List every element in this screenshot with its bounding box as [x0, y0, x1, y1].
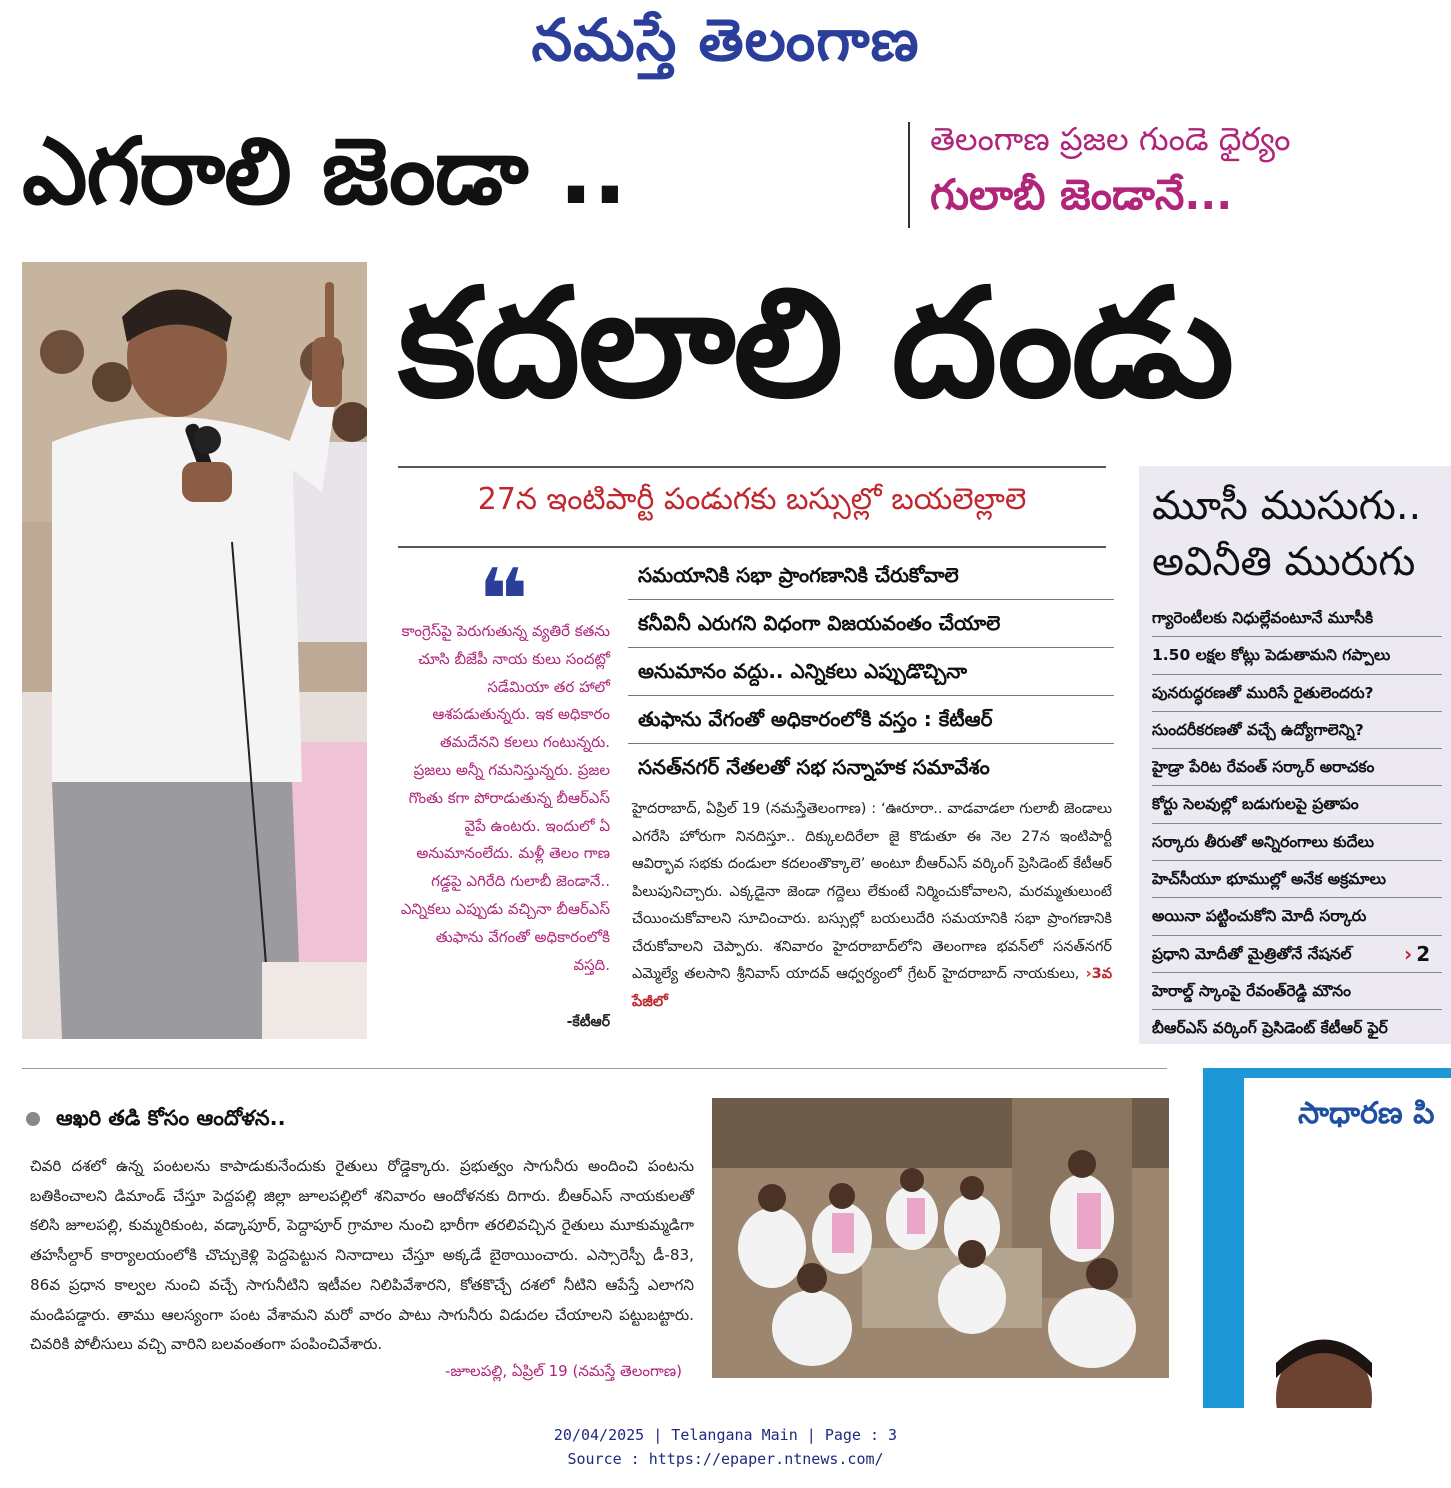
sidebar-title-line2: అవినీతి మురుగు — [1152, 539, 1416, 585]
pull-quote: కాంగ్రెస్‌పై పెరుగుతున్న వ్యతిరే కతను చూసి బీజేపీ నాయ కులు సందట్లో సడేమియా తర హాలో ఆశపడుతున్నరు. ఇక అధికారం తమదేనని కలలు గంటున్నరు. ప్రజలు అన్నీ గమనిస్తున్నరు. ప్రజల గొంతు కగా పోరాడుతున్న బీఆర్‌ఎస్‌ వైపే ఉంటరు. ఇందులో ఏ అనుమానంలేదు. మళ్లీ తెలం గాణ గడ్డపై ఎగిరేది గులాబీ జెండానే.. ఎన్నికలు ఎప్పుడు వచ్చినా బీఆర్‌ఎస్‌ తుఫాను వేగంతో అధికారంలోకి వస్తది. — [400, 622, 610, 974]
chevron-right-icon: › — [1404, 942, 1413, 966]
sidebar-item: గ్యారెంటీలకు నిధుల్లేవంటూనే మూసీకి — [1152, 600, 1442, 637]
highlight-item: అనుమానం వద్దు.. ఎన్నికలు ఎప్పుడొచ్చినా — [628, 648, 1114, 696]
sidebar-item: హైడ్రా పేరిట రేవంత్‌ సర్కార్‌ అరాచకం — [1152, 749, 1442, 786]
section-divider — [22, 1068, 1167, 1069]
sidebar-item: హెరాల్డ్‌ స్కాంపై రేవంత్‌రెడ్డి మౌనం — [1152, 973, 1442, 1010]
farmers-protest-illustration — [712, 1098, 1169, 1378]
highlights-list — [628, 552, 1114, 791]
quote-attribution: -కేటీఆర్‌ — [566, 1014, 610, 1030]
story2-body: చివరి దశలో ఉన్న పంటలను కాపాడుకునేందుకు రైతులు రోడ్డెక్కారు. ప్రభుత్వం సాగునీరు అందించి పంటను బతికించాలని డిమాండ్‌ చేస్తూ పెద్దపల్లి జిల్లా జూలపల్లిలో శనివారం ఆందోళనకు దిగారు. బీఆర్‌ఎస్‌ నాయకులతో కలిసి జూలపల్లి, కుమ్మరికుంట, వడ్కాపూర్‌, పెద్దాపూర్‌ గ్రామాల నుంచి భారీగా తరలివచ్చిన రైతులు మూకుమ్మడిగా తహసీల్దార్‌ కార్యాలయంలోకి చొచ్చుకెళ్లి పెద్దపెట్టున నినాదాలు చేస్తూ అక్కడే బైఠాయించారు. ఎస్సారెస్పీ డీ-83, 86వ ప్రధాన కాల్వల నుంచి వచ్చే సాగునీటిని ఇటీవల నిలిపివేశారని, కోతకొచ్చే దశలో నీటిని ఆపేస్తే ఎలాగని మండిపడ్డారు. తాము ఆలస్యంగా పంట వేశామని మరో వారం పాటు సాగునీరు విడుదల చేయాలని పట్టుబట్టారు. చివరికి పోలీసులు వచ్చి వారిని బలవంతంగా పంపించివేశారు. — [30, 1157, 694, 1354]
footer-source-link[interactable]: Source : https://epaper.ntnews.com/ — [567, 1450, 884, 1468]
story2-dateline: -జూలపల్లి, ఏప్రిల్‌ 19 (నమస్తే తెలంగాణ) — [444, 1362, 682, 1380]
farmers-photo — [712, 1098, 1169, 1378]
sidebar-page-number: 2 — [1416, 942, 1431, 966]
tagline-line1: తెలంగాణ ప్రజల గుండె ధైర్యం — [930, 120, 1291, 158]
sidebar-item: సుందరీకరణతో వచ్చే ఉద్యోగాలెన్ని? — [1152, 712, 1442, 749]
divider — [908, 122, 910, 228]
sidebar-item: బీఆర్‌ఎస్‌ వర్కింగ్‌ ప్రెసిడెంట్‌ కేటీఆర్‌ ఫైర్‌ — [1152, 1019, 1388, 1038]
sidebar-item: ప్రధాని మోదీతో మైత్రితోనే నేషనల్‌ — [1152, 936, 1442, 973]
continued-link[interactable]: ›3వ పేజీలో — [632, 966, 1113, 1010]
sidebar-title-line1: మూసీ ముసుగు.. — [1152, 483, 1422, 529]
highlight-item: తుఫాను వేగంతో అధికారంలోకి వస్తం : కేటీఆర్‌ — [628, 696, 1114, 744]
story2-title-text: ఆఖరి తడి కోసం ఆందోళన.. — [56, 1106, 286, 1130]
speaker-photo-illustration — [22, 262, 367, 1039]
subheadline: 27న ఇంటిపార్టీ పండుగకు బస్సుల్లో బయలెల్లాలె — [477, 482, 1027, 517]
headline-top: ఎగరాలి జెండా .. — [22, 118, 627, 225]
story2-title — [26, 1106, 286, 1136]
main-story-body — [632, 796, 1112, 1016]
sidebar-title — [1152, 478, 1421, 590]
sidebar-page-jump[interactable] — [1404, 942, 1430, 966]
sidebar-item: అయినా పట్టించుకోని మోదీ సర్కారు — [1152, 898, 1442, 935]
masthead-logo: నమస్తే తెలంగాణ — [531, 6, 920, 74]
highlight-item: సమయానికి సభా ప్రాంగణానికి చేరుకోవాలె — [628, 552, 1114, 600]
highlight-item: సనత్‌నగర్‌ నేతలతో సభ సన్నాహక సమావేశం — [638, 755, 990, 779]
sidebar-item: పునరుద్ధరణతో మురిసే రైతులెందరు? — [1152, 675, 1442, 712]
bullet-dot-icon — [26, 1112, 40, 1126]
footer-edition-info: 20/04/2025 | Telangana Main | Page : 3 — [553, 1426, 898, 1444]
tagline-line2: గులాబీ జెండానే... — [930, 170, 1233, 219]
sidebar-list — [1152, 600, 1442, 1047]
sidebar-item: హెచ్‌సీయూ భూముల్లో అనేక అక్రమాలు — [1152, 861, 1442, 898]
main-story-text: హైదరాబాద్‌, ఏప్రిల్‌ 19 (నమస్తేతెలంగాణ) : ‘ఊరూరా.. వాడవాడలా గులాబీ జెండాలు ఎగరేసి హోరుగా నినదిస్తూ.. దిక్కులదిరేలా జై కొడుతూ ఈ నెల 27న ఇంటిపార్టీ ఆవిర్భావ సభకు దండులా కదలంతొక్కాలె’ అంటూ బీఆర్‌ఎస్‌ వర్కింగ్‌ ప్రెసిడెంట్‌ కేటీఆర్‌ పిలుపునిచ్చారు. ఎక్కడైనా జెండా గద్దెలు లేకుంటే నిర్మించుకోవాలని, మరమ్మతులుంటే చేయించుకోవాలని సూచించారు. బస్సుల్లో బయలుదేరి సమయానికి సభా ప్రాంగణానికి చేరుకోవాలని చెప్పారు. శనివారం హైదరాబాద్‌లోని తెలంగాణ భవన్‌లో సనత్‌నగర్‌ ఎమ్మెల్యే తలసాని శ్రీనివాస్‌ యాదవ్‌ ఆధ్వర్యంలో గ్రేటర్‌ హైదరాబాద్‌ నాయకులు, — [632, 801, 1112, 982]
quote-mark-icon: ❝ — [478, 551, 529, 651]
headline-main: కదలాలి దండు — [398, 257, 1233, 431]
advertisement-title: సాధారణ పి — [1298, 1096, 1435, 1131]
main-photo — [22, 262, 367, 1039]
sidebar-item: కోర్టు సెలవుల్లో బడుగులపై ప్రతాపం — [1152, 786, 1442, 823]
sidebar-item: 1.50 లక్షల కోట్లు పెడుతామని గప్పాలు — [1152, 637, 1442, 674]
sidebar-item: సర్కారు తీరుతో అన్నిరంగాలు కుదేలు — [1152, 824, 1442, 861]
highlight-item: కనీవినీ ఎరుగని విధంగా విజయవంతం చేయాలె — [628, 600, 1114, 648]
